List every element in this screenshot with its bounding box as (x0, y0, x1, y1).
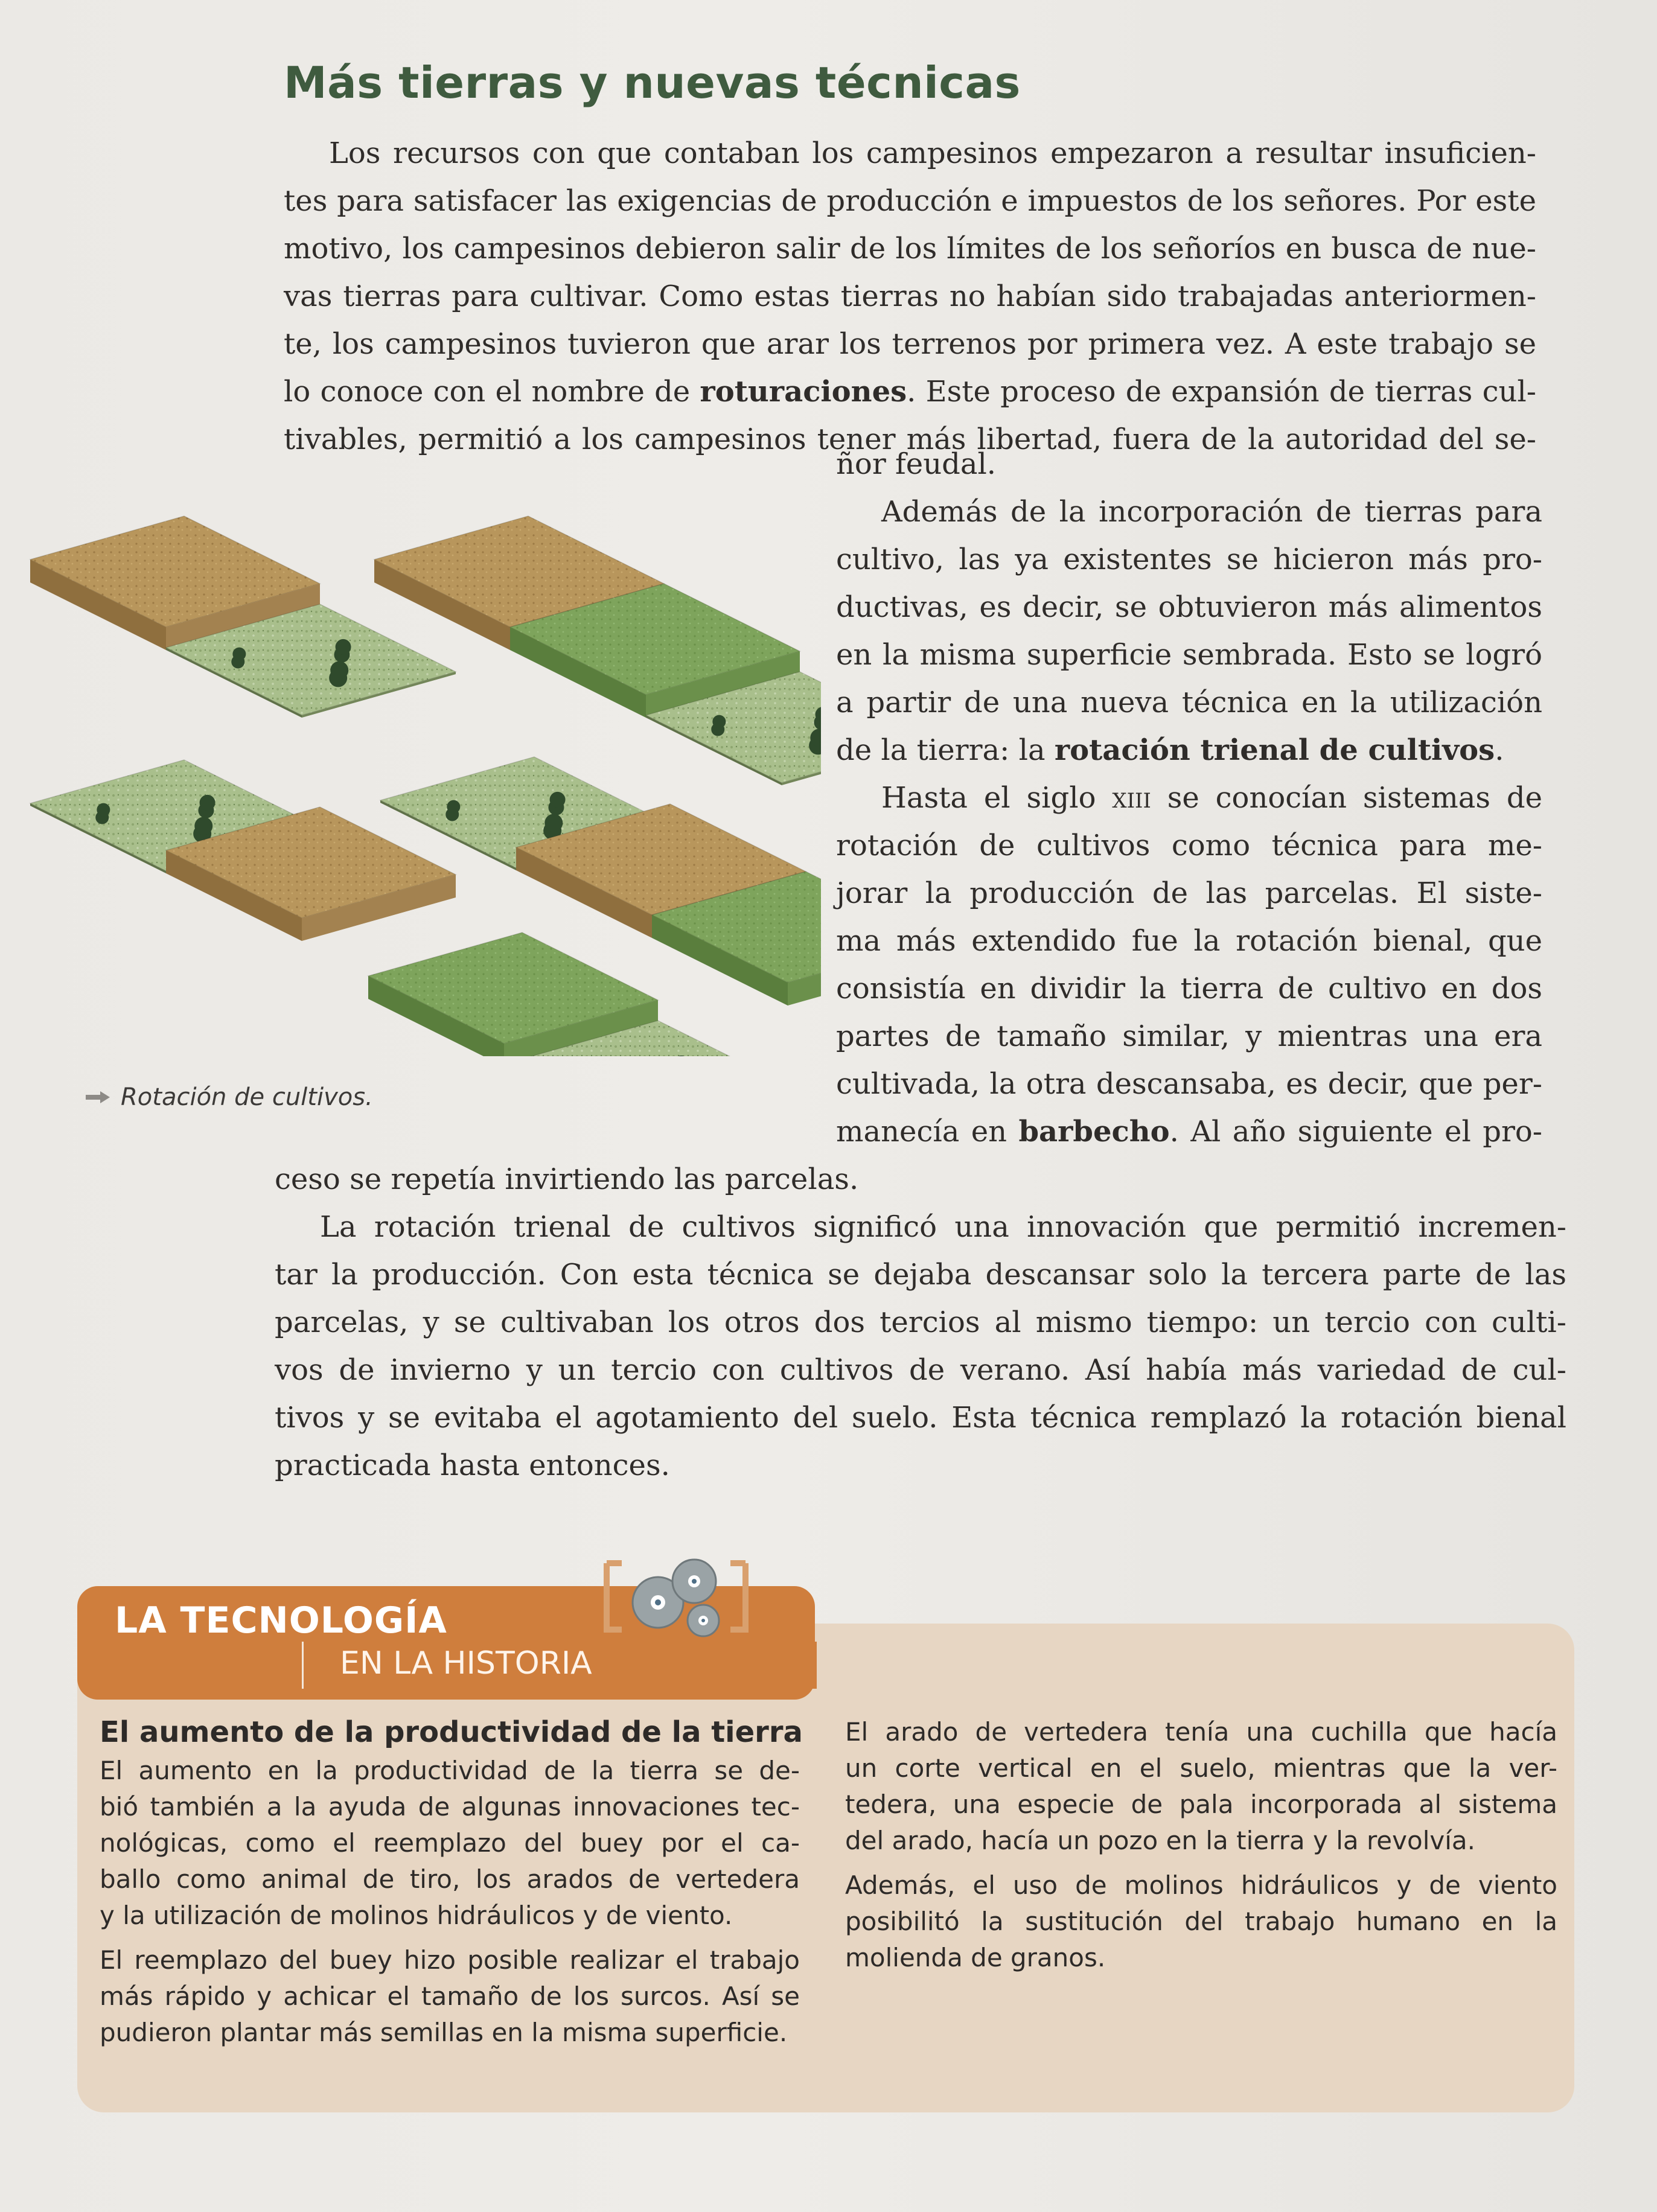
text-line: ballo como animal de tiro, los arados de vertedera (100, 1864, 800, 1894)
shrub (200, 795, 216, 811)
text-line: El reemplazo del buey hizo posible realizar el trabajo (100, 1945, 800, 1975)
text-line (836, 1108, 1542, 1156)
shrub (544, 814, 563, 832)
text-line: ma más extendido fue la rotación bienal, que (836, 924, 1542, 958)
shrub (550, 792, 566, 808)
text-line: molienda de granos. (845, 1943, 1106, 1972)
text-line: más rápido y achicar el tamaño de los surcos. Así se (100, 1981, 800, 2011)
text-line: Además de la incorporación de tierras para (881, 495, 1542, 529)
text-line (836, 774, 1542, 822)
keyword-roturaciones: roturaciones (700, 375, 907, 409)
text-line: ductivas, es decir, se obtuvieron más alimentos (836, 590, 1542, 624)
text-line: vas tierras para cultivar. Como estas tierras no habían sido trabajadas anteriormen- (284, 279, 1536, 313)
text-fragment: Hasta el siglo (881, 781, 1113, 815)
sidebar-left-column (100, 1714, 803, 2051)
text-line: parcelas, y se cultivaban los otros dos tercios al mismo tiempo: un tercio con culti- (275, 1305, 1566, 1339)
figure-caption (85, 1083, 373, 1111)
text-line: a partir de una nueva técnica en la utilización (836, 686, 1542, 719)
text-fragment: manecía en (836, 1115, 1019, 1149)
text-line: bió también a la ayuda de algunas innovaciones tec- (100, 1792, 800, 1822)
text-line: tivables, permitió a los campesinos tener más libertad, fuera de la autoridad del se- (284, 422, 1536, 456)
text-line: tivos y se evitaba el agotamiento del suelo. Esta técnica remplazó la rotación bienal (275, 1401, 1566, 1435)
text-line: practicada hasta entonces. (275, 1449, 670, 1482)
keyword-rotacion-trienal: rotación trienal de cultivos (1054, 733, 1495, 767)
text-line: en la misma superficie sembrada. Esto se logró (836, 638, 1542, 672)
text-line: posibilitó la sustitución del trabajo humano en la (845, 1907, 1557, 1936)
shrub (97, 803, 110, 817)
text-line (836, 727, 1542, 774)
crop-rotation-illustration (24, 465, 821, 1056)
text-line: motivo, los campesinos debieron salir de los límites de los señoríos en busca de nue- (284, 232, 1536, 266)
text-line: nológicas, como el reemplazo del buey por el ca- (100, 1828, 800, 1858)
shrub (330, 661, 348, 680)
text-line: cultivo, las ya existentes se hicieron más pro- (836, 543, 1542, 576)
text-fragment: . Al año siguiente el pro- (1169, 1115, 1543, 1149)
text-line: un corte vertical en el suelo, mientras que la ver- (845, 1753, 1557, 1783)
text-line: ñor feudal. (836, 447, 997, 481)
lower-paragraph (275, 1156, 1566, 1490)
century-numeral: xiii (1112, 781, 1151, 815)
sidebar-title: LA TECNOLOGÍA (115, 1599, 447, 1642)
text-line: El aumento en la productividad de la tierra se de- (100, 1756, 800, 1785)
right-column-text (836, 441, 1542, 1156)
text-line: consistía en dividir la tierra de cultivo en dos (836, 972, 1542, 1006)
text-fragment: . Este proceso de expansión de tierras cul- (907, 375, 1537, 409)
text-line: te, los campesinos tuvieron que arar los terrenos por primera vez. A este trabajo se (284, 327, 1536, 361)
text-line: Los recursos con que contaban los campesinos empezaron a resultar insuficien- (329, 136, 1536, 170)
text-line: tedera, una especie de pala incorporada al sistema (845, 1790, 1557, 1819)
text-fragment: . (1495, 733, 1504, 767)
shrub (336, 639, 351, 655)
shrub (194, 817, 212, 835)
sidebar-heading: El aumento de la productividad de la tierra (100, 1715, 803, 1749)
text-line: vos de invierno y un tercio con cultivos de verano. Así había más variedad de cul- (275, 1353, 1566, 1387)
intro-paragraph (284, 130, 1536, 464)
sidebar-subtitle-band (302, 1642, 817, 1689)
text-line: pudieron plantar más semillas en la misma superficie. (100, 2018, 788, 2047)
text-fragment: de la tierra: la (836, 733, 1055, 767)
text-line: y la utilización de molinos hidráulicos y de viento. (100, 1901, 733, 1930)
text-line: Además, el uso de molinos hidráulicos y de viento (845, 1870, 1557, 1900)
text-line: cultivada, la otra descansaba, es decir, que per- (836, 1067, 1542, 1101)
text-line: rotación de cultivos como técnica para me- (836, 829, 1542, 862)
caption-text: Rotación de cultivos. (121, 1083, 373, 1111)
shrub (232, 648, 246, 661)
shrub (712, 715, 726, 728)
page-title: Más tierras y nuevas técnicas (284, 57, 1021, 108)
text-line: El arado de vertedera tenía una cuchilla que hacía (845, 1717, 1557, 1747)
text-line: del arado, hacía un pozo en la tierra y la revolvía. (845, 1826, 1475, 1855)
text-fragment: lo conoce con el nombre de (284, 375, 700, 409)
caption-arrow-icon (85, 1091, 111, 1104)
keyword-barbecho: barbecho (1018, 1115, 1170, 1149)
shrub (447, 800, 460, 814)
gears-icon (598, 1539, 755, 1648)
text-line: jorar la producción de las parcelas. El siste- (836, 876, 1542, 910)
sidebar-right-column (845, 1714, 1557, 1976)
text-line: tes para satisfacer las exigencias de producción e impuestos de los señores. Por este (284, 184, 1536, 218)
sidebar-subtitle: EN LA HISTORIA (340, 1645, 592, 1681)
text-line: partes de tamaño similar, y mientras una era (836, 1019, 1542, 1053)
text-line: ceso se repetía invirtiendo las parcelas. (275, 1162, 859, 1196)
text-fragment: se conocían sistemas de (1151, 781, 1542, 815)
text-line: La rotación trienal de cultivos significó una innovación que permitió incremen- (320, 1210, 1566, 1244)
text-line (284, 368, 1536, 416)
text-line: tar la producción. Con esta técnica se dejaba descansar solo la tercera parte de las (275, 1258, 1566, 1292)
